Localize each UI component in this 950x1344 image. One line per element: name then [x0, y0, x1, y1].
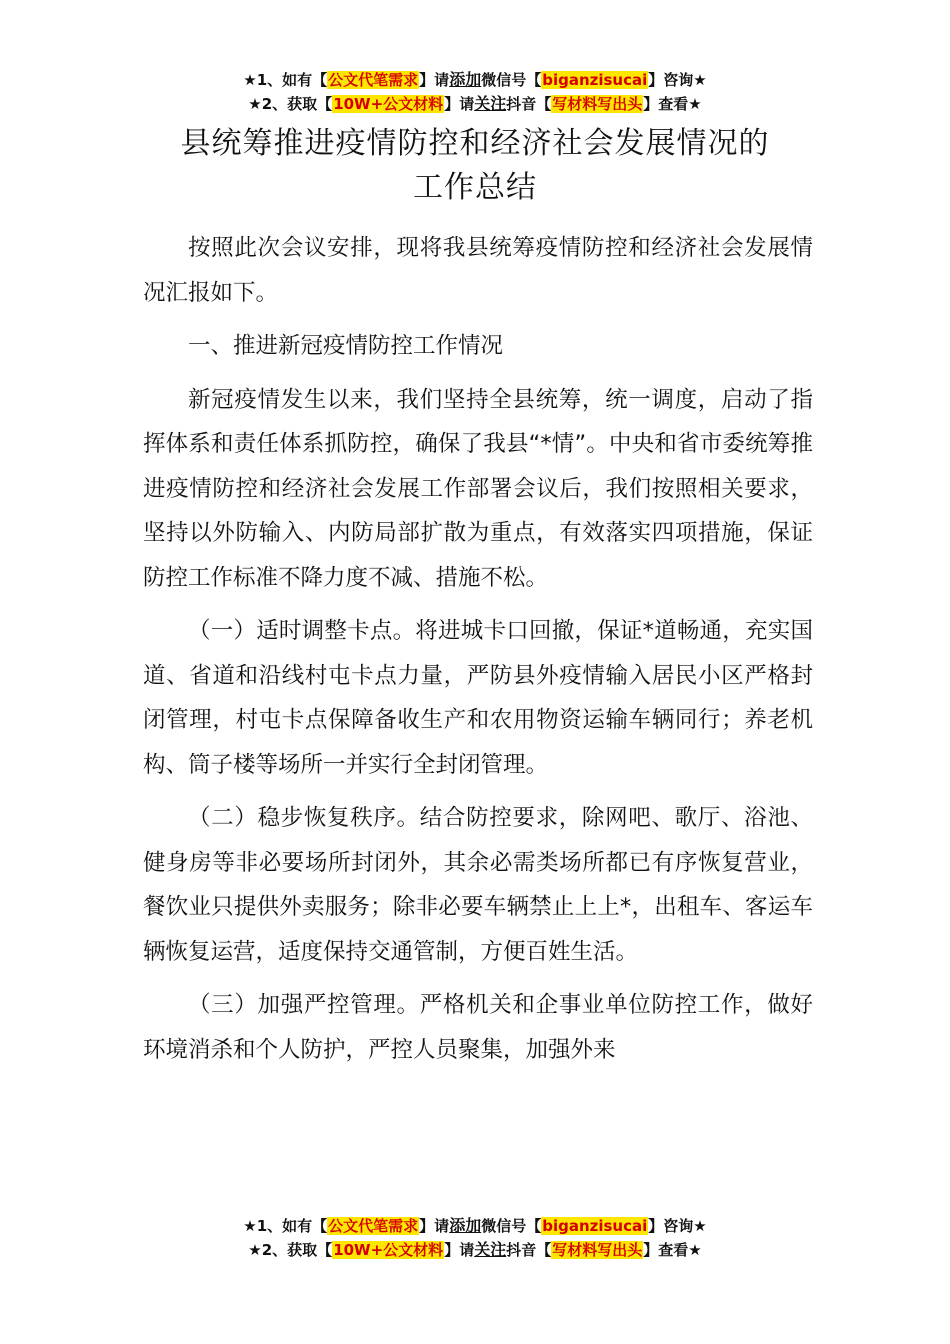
title-line-1: 县统筹推进疫情防控和经济社会发展情况的 [180, 126, 770, 161]
promo-underlined: 添加 [449, 1216, 482, 1235]
promo-highlight: 公文代笔需求 [328, 71, 419, 89]
promo-text: 】请 [444, 95, 475, 113]
document-title [0, 122, 950, 210]
promo-highlight: 10W+公文材料 [333, 95, 444, 113]
douyin-id-highlight: 写材料写出头 [552, 95, 643, 113]
promo-line-1 [0, 1214, 950, 1238]
body-paragraph: （一）适时调整卡点。将进城卡口回撤，保证*道畅通，充实国道、省道和沿线村屯卡点力量，严防县外疫情输入居民小区严格封闭管理，村屯卡点保障备收生产和农用物资运输车辆同行；养老机构、筒子楼等场所一并实行全封闭管理。 [143, 618, 813, 778]
promo-text: ★2、获取【 [248, 95, 333, 113]
promo-text: 】请 [419, 1217, 450, 1235]
promo-text: 】咨询★ [648, 71, 707, 89]
body-paragraph: （二）稳步恢复秩序。结合防控要求，除网吧、歌厅、浴池、健身房等非必要场所封闭外，其余必需类场所都已有序恢复营业，餐饮业只提供外卖服务；除非必要车辆禁止上上*，出租车、客运车辆恢复运营，适度保持交通管制，方便百姓生活。 [143, 805, 813, 965]
promo-text: 抖音【 [506, 95, 552, 113]
intro-paragraph: 按照此次会议安排，现将我县统筹疫情防控和经济社会发展情况汇报如下。 [143, 235, 813, 306]
promo-text: 微信号【 [481, 71, 542, 89]
promo-underlined: 添加 [449, 70, 482, 89]
promo-text: 抖音【 [506, 1241, 552, 1259]
promo-highlight: 公文代笔需求 [328, 1217, 419, 1235]
promo-text: 】查看★ [643, 95, 702, 113]
promo-text: ★2、获取【 [248, 1241, 333, 1259]
promo-text: ★1、如有【 [243, 71, 328, 89]
top-promo-banner [0, 68, 950, 116]
promo-text: 】请 [419, 71, 450, 89]
promo-highlight: 10W+公文材料 [333, 1241, 444, 1259]
promo-line-2 [0, 1238, 950, 1262]
title-line-2: 工作总结 [413, 170, 537, 205]
promo-line-1 [0, 68, 950, 92]
wechat-id-highlight: biganzisucai [542, 71, 648, 89]
document-body [143, 226, 813, 1081]
promo-text: ★1、如有【 [243, 1217, 328, 1235]
promo-line-2 [0, 92, 950, 116]
body-paragraph: 新冠疫情发生以来，我们坚持全县统筹，统一调度，启动了指挥体系和责任体系抓防控，确保了我县“*情”。中央和省市委统筹推进疫情防控和经济社会发展工作部署会议后，我们按照相关要求，坚持以外防输入、内防局部扩散为重点，有效落实四项措施，保证防控工作标准不降力度不减、措施不松。 [143, 386, 813, 591]
section-heading: 一、推进新冠疫情防控工作情况 [188, 333, 504, 359]
body-paragraph: （三）加强严控管理。严格机关和企事业单位防控工作，做好环境消杀和个人防护，严控人员聚集，加强外来 [143, 992, 813, 1063]
wechat-id-highlight: biganzisucai [542, 1217, 648, 1235]
promo-text: 】咨询★ [648, 1217, 707, 1235]
promo-text: 微信号【 [481, 1217, 542, 1235]
bottom-promo-banner [0, 1214, 950, 1262]
douyin-id-highlight: 写材料写出头 [552, 1241, 643, 1259]
promo-text: 】请 [444, 1241, 475, 1259]
promo-text: 】查看★ [643, 1241, 702, 1259]
promo-underlined: 关注 [474, 1240, 507, 1259]
promo-underlined: 关注 [474, 94, 507, 113]
